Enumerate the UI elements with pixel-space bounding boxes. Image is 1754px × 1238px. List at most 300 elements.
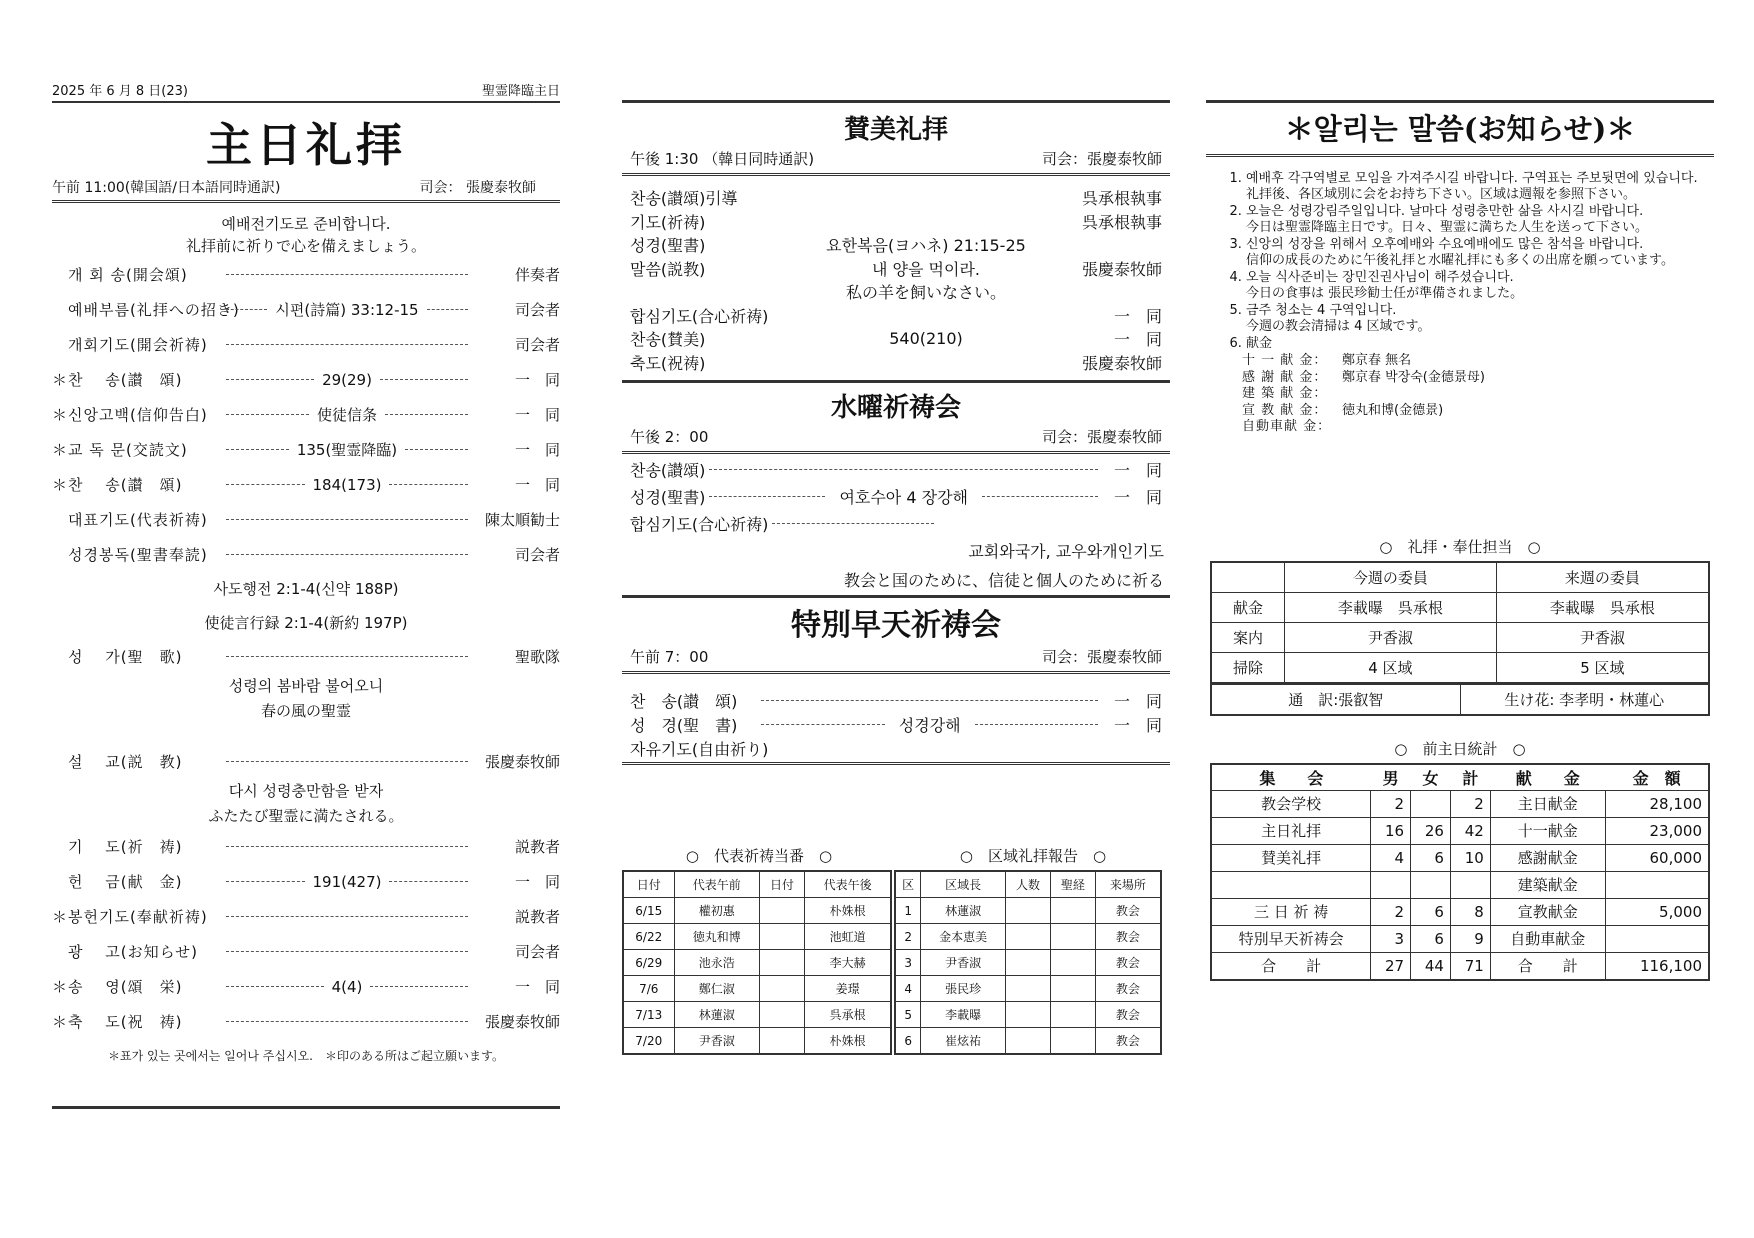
wednesday-time: 午後 2：00: [630, 428, 709, 446]
prayer_duty-header: 代表午後: [805, 871, 891, 898]
announcement-ko: 5. 금주 청소는 4 구역입니다.: [1246, 303, 1397, 318]
stats-table: [1210, 763, 1710, 981]
order-item-name: 대표기도(代表祈祷): [68, 511, 208, 529]
dash-line: [761, 724, 884, 725]
dash-line: [226, 656, 468, 657]
prayer_duty-cell: 6/29: [623, 950, 674, 976]
stats-cell: 建築献金: [1490, 871, 1605, 898]
duty-this: 4 区域: [1285, 652, 1497, 683]
prayer_duty-cell: 7/20: [623, 1028, 674, 1055]
stats-cell: [1211, 871, 1371, 898]
district-cell: [1006, 924, 1051, 950]
announcement-item: [1246, 204, 1714, 236]
wednesday-leader-line: [705, 469, 1102, 470]
order-item-leader: 司会者: [514, 336, 560, 354]
prayer_duty-cell: [759, 924, 804, 950]
stats-cell: 主日献金: [1490, 790, 1605, 817]
district-cell: 2: [895, 924, 921, 950]
stats-cell: 5,000: [1605, 898, 1709, 925]
announcement-ko: 3. 신앙의 성장을 위해서 오후예배와 수요예배에도 많은 참석을 바랍니다.: [1246, 237, 1644, 252]
flowers: 生け花: 李孝明・林蓮心: [1460, 684, 1709, 715]
dawn-item-name: 자유기도(自由祈り): [630, 739, 769, 759]
district-cell: 崔炫祐: [921, 1028, 1006, 1055]
order-item-leader: 聖歌隊: [514, 648, 560, 666]
duty-row: [1211, 592, 1709, 622]
stats-cell: 教会学校: [1211, 790, 1371, 817]
order-row: [52, 969, 560, 1004]
order-row: [52, 639, 560, 674]
district-cell: 教会: [1095, 950, 1161, 976]
prayer_duty-cell: 朴姝根: [805, 898, 891, 924]
dawn-list: [622, 674, 1170, 760]
order-row: [52, 397, 560, 432]
order-row: [52, 292, 560, 327]
praise-item-name: 합심기도(合心祈祷): [630, 306, 769, 326]
wednesday-item-detail: 여호수아 4 장강해: [839, 488, 968, 507]
order-item-detail: 191(427): [312, 872, 382, 891]
district-cell: 教会: [1095, 898, 1161, 924]
choir-row: [52, 639, 560, 674]
praise-row: [622, 351, 1170, 375]
dawn-time: 午前 7：00: [630, 648, 709, 666]
dawn-item-leader: 一 同: [1113, 691, 1162, 711]
dash-line: [709, 496, 825, 497]
order-leader-line: [226, 554, 468, 555]
stats-cell: 28,100: [1605, 790, 1709, 817]
stats-cell: 3: [1371, 925, 1411, 952]
offering-row: [1206, 386, 1714, 403]
wednesday-row: [622, 483, 1170, 510]
stand-mark: ＊: [52, 978, 68, 996]
district-row: [895, 950, 1161, 976]
dash-line: [226, 916, 468, 917]
dawn-item-name: 찬 송(讃 頌): [630, 691, 738, 711]
stats-cell: [1450, 871, 1490, 898]
dash-line: [226, 379, 314, 380]
offering-row: [1206, 419, 1714, 436]
offering-label: 十 一 献 金：: [1242, 353, 1328, 368]
order-row: [52, 899, 560, 934]
order-leader-line: [226, 656, 468, 657]
order-list-2: [52, 829, 560, 1039]
stats-row: [1211, 844, 1709, 871]
offering-row: [1206, 353, 1714, 370]
stats-cell: 16: [1371, 817, 1411, 844]
order-item-leader: 張慶泰牧師: [484, 753, 560, 771]
service-duty-title: ○ 礼拝・奉仕担当 ○: [1379, 537, 1541, 556]
stats-header: 金 額: [1632, 768, 1681, 788]
prayer_duty-cell: 6/22: [623, 924, 674, 950]
dash-line: [226, 1021, 468, 1022]
order-item-leader: 説教者: [514, 908, 560, 926]
tables-titles: [622, 845, 1170, 866]
announcement-ko: 6. 献金: [1246, 336, 1273, 351]
prayer_duty-cell: 尹香淑: [674, 1028, 759, 1055]
prayer_duty-cell: [759, 1028, 804, 1055]
offering-row: [1206, 403, 1714, 420]
wednesday-list: [622, 454, 1170, 537]
dawn-row: [622, 736, 1170, 760]
dash-line: [982, 496, 1098, 497]
stats-cell: 6: [1411, 925, 1451, 952]
sermon-ko: 다시 성령충만함을 받자: [228, 782, 384, 800]
stats-row: [1211, 952, 1709, 980]
order-item-leader: 司会者: [514, 301, 560, 319]
wednesday-item-name: 성경(聖書): [630, 488, 706, 507]
praise-item-detail: 私の羊を飼いなさい。: [845, 283, 1006, 303]
sunday-host: 司会： 張慶泰牧師: [419, 180, 536, 196]
duty-this: 尹香淑: [1285, 622, 1497, 652]
order-leader-line: [226, 519, 468, 520]
stats-cell: 44: [1411, 952, 1451, 980]
announcement-item: [1246, 303, 1714, 335]
dawn-row: [622, 688, 1170, 712]
order-item-detail: 135(聖霊降臨): [296, 441, 398, 459]
district-cell: 6: [895, 1028, 921, 1055]
order-leader-line: [226, 761, 468, 762]
order-item-leader: 伴奏者: [514, 266, 560, 284]
district-title: ○ 区域礼拝報告 ○: [959, 847, 1107, 865]
praise-row: [622, 186, 1170, 210]
prayer_duty-cell: 呉承根: [805, 1002, 891, 1028]
order-item-leader: 一 同: [514, 476, 560, 494]
order-leader-line: [226, 371, 468, 389]
praise-item-name: 축도(祝祷): [630, 353, 706, 373]
offering-list: [1206, 353, 1714, 436]
prayer_duty-cell: 鄭仁淑: [674, 976, 759, 1002]
wednesday-item-name: 찬송(讃頌): [630, 461, 706, 480]
afternoon-column: [622, 100, 1170, 1055]
order-item-name: 찬 송(讃 頌): [68, 476, 183, 494]
dash-line: [226, 519, 468, 520]
district-cell: 3: [895, 950, 921, 976]
stats-cell: 26: [1411, 817, 1451, 844]
order-row: [52, 257, 560, 292]
district-cell: [1050, 1002, 1095, 1028]
dash-line: [772, 523, 934, 524]
prayer_duty-cell: 徳丸和博: [674, 924, 759, 950]
duty-row: [1211, 652, 1709, 683]
prayer_duty-header: 日付: [623, 871, 674, 898]
stats-cell: 十一献金: [1490, 817, 1605, 844]
prayer_duty-cell: 權初惠: [674, 898, 759, 924]
order-leader-line: [226, 439, 468, 460]
district-cell: 教会: [1095, 1028, 1161, 1055]
stats-cell: 9: [1450, 925, 1490, 952]
order-leader-line: [226, 274, 468, 275]
order-item-leader: 説教者: [514, 838, 560, 856]
wednesday-host: 司会：張慶泰牧師: [1041, 428, 1162, 446]
duty-row: [1211, 622, 1709, 652]
district-cell: 教会: [1095, 1002, 1161, 1028]
stats-cell: 60,000: [1605, 844, 1709, 871]
prayer_duty-header: 代表午前: [674, 871, 759, 898]
district-cell: 1: [895, 898, 921, 924]
praise-item-name: 말씀(説教): [630, 259, 706, 279]
wednesday-subbar: [622, 424, 1170, 454]
stats-cell: 2: [1371, 898, 1411, 925]
dawn-endline: [622, 762, 1170, 765]
order-leader-line: [226, 873, 468, 891]
stats-header: 献 金: [1515, 768, 1580, 788]
district-cell: 尹香淑: [921, 950, 1006, 976]
duty-label: 掃除: [1211, 652, 1285, 683]
sunday-title: 主日礼拝: [206, 118, 406, 172]
district-cell: 張民珍: [921, 976, 1006, 1002]
dash-line: [405, 449, 468, 450]
stats-header: 女: [1422, 768, 1439, 788]
announcement-item: [1246, 270, 1714, 302]
announcement-ko: 2. 오늘은 성령강림주일입니다. 날마다 성령충만한 삶을 사시길 바랍니다.: [1246, 204, 1644, 219]
praise-item-name: 찬송(賛美): [630, 330, 706, 350]
prayer_duty-cell: [759, 1002, 804, 1028]
wednesday-item-leader: 一 同: [1113, 461, 1162, 480]
praise-item-detail: 내 양을 먹이라.: [872, 259, 980, 279]
stats-cell: 特別早天祈祷会: [1211, 925, 1371, 952]
order-item-leader: 一 同: [514, 371, 560, 389]
sunday-subbar: [52, 177, 560, 203]
stand-mark: ＊: [52, 441, 68, 459]
dash-line: [226, 449, 289, 450]
offering-names: 徳丸和博(金德景): [1342, 402, 1444, 418]
duty-this-header: 今週の委員: [1285, 562, 1497, 593]
district-header: 区: [895, 871, 921, 898]
district-cell: 金本恵美: [921, 924, 1006, 950]
praise-title: 賛美礼拝: [622, 100, 1170, 146]
announcement-item: [1246, 336, 1714, 352]
prayer_duty-cell: [759, 950, 804, 976]
order-row: [52, 934, 560, 969]
district-table: [894, 870, 1162, 1055]
stats-cell: 42: [1450, 817, 1490, 844]
sermon-row: [52, 744, 560, 779]
bulletin-date: 2025 年 6 月 8 日(23): [52, 84, 188, 99]
praise-item-name: 기도(祈祷): [630, 212, 706, 232]
service-duty-table: [1210, 561, 1710, 684]
district-row: [895, 1028, 1161, 1055]
offering-label: 宣 教 献 金：: [1242, 402, 1328, 418]
duty-label: 案内: [1211, 622, 1285, 652]
praise-subbar: [622, 146, 1170, 176]
dawn-leader-line: [757, 713, 1102, 736]
scripture-ko: 사도행전 2:1-4(신약 188P): [213, 580, 399, 598]
bottom-rule: [52, 1106, 560, 1109]
stats-cell: [1371, 871, 1411, 898]
order-leader-line: [226, 978, 468, 996]
stats-cell: 自動車献金: [1490, 925, 1605, 952]
wednesday-leader-line: [705, 485, 1102, 508]
interpreter: 通 訳:張叡智: [1211, 684, 1460, 715]
duty-label: 献金: [1211, 592, 1285, 622]
order-item-leader: 陳太順勧士: [484, 511, 560, 529]
district-row: [895, 976, 1161, 1002]
district-cell: 李載曝: [921, 1002, 1006, 1028]
order-item-leader: 司会者: [514, 943, 560, 961]
stats-header: 男: [1382, 768, 1399, 788]
order-item-leader: 司会者: [514, 546, 560, 564]
order-list-1: [52, 257, 560, 572]
district-cell: [1006, 1002, 1051, 1028]
stats-cell: 71: [1450, 952, 1490, 980]
stand-mark: ＊: [52, 908, 68, 926]
choir-ko: 성령의 봄바람 불어오니: [228, 677, 384, 695]
order-leader-line: [226, 1021, 468, 1022]
announcement-item: [1246, 171, 1714, 203]
praise-row: [622, 257, 1170, 281]
wednesday-leader-line: [768, 523, 938, 524]
district-cell: [1050, 976, 1095, 1002]
offering-label: 建 築 献 金：: [1242, 386, 1328, 401]
wednesday-topic-ja: 教会と国のために、信徒と個人のために祈る: [843, 571, 1164, 590]
praise-list: [622, 176, 1170, 380]
dash-line: [226, 274, 468, 275]
prayer_duty-row: [623, 976, 891, 1002]
stats-cell: 6: [1411, 898, 1451, 925]
duty-next: 5 区域: [1496, 652, 1709, 683]
order-item-detail: 4(4): [331, 977, 363, 996]
order-item-leader: 一 同: [514, 406, 560, 424]
order-item-name: 송 영(頌 栄): [68, 978, 183, 996]
offering-label: 感 謝 献 金：: [1242, 369, 1328, 385]
prayer_duty-cell: 6/15: [623, 898, 674, 924]
stats-cell: 主日礼拝: [1211, 817, 1371, 844]
scripture-ja: 使徒言行録 2:1-4(新約 197P): [204, 614, 408, 632]
wednesday-row: [622, 510, 1170, 537]
order-leader-line: [226, 344, 468, 345]
district-cell: [1050, 950, 1095, 976]
stats-row: [1211, 790, 1709, 817]
offering-names: 鄭京春 無名: [1342, 353, 1412, 368]
stand-mark: ＊: [52, 406, 68, 424]
praise-host: 司会：張慶泰牧師: [1041, 150, 1162, 168]
praise-item-leader: 呉承根執事: [1081, 212, 1162, 232]
dash-line: [226, 881, 305, 882]
announcement-ja: 信仰の成長のために午後礼拝と水曜礼拝にも多くの出席を願っています。: [1246, 253, 1674, 268]
order-leader-line: [226, 846, 468, 847]
announcement-ja: 今日の食事は 張民珍勧士任が準備されました。: [1246, 286, 1524, 301]
district-cell: 5: [895, 1002, 921, 1028]
order-item-name: 축 도(祝 祷): [68, 1013, 183, 1031]
order-item-name: 봉헌기도(奉献祈祷): [68, 908, 208, 926]
dash-line: [226, 309, 267, 310]
order-item-name: 찬 송(讃 頌): [68, 371, 183, 389]
offering-row: [1206, 370, 1714, 387]
order-item-detail: 184(173): [312, 475, 382, 494]
announcement-column: [1206, 100, 1714, 981]
district-cell: 教会: [1095, 976, 1161, 1002]
stats-cell: 合 計: [1490, 952, 1605, 980]
prayer_duty-cell: 朴姝根: [805, 1028, 891, 1055]
dash-line: [389, 484, 468, 485]
stats-cell: 三 日 祈 祷: [1211, 898, 1371, 925]
district-header: 来場所: [1095, 871, 1161, 898]
prayer_duty-row: [623, 1028, 891, 1055]
announcement-ja: 今日は聖霊降臨主日です。日々、聖霊に満ちた人生を送って下さい。: [1246, 220, 1648, 235]
order-leader-line: [226, 476, 468, 494]
prayer_duty-cell: [759, 898, 804, 924]
dash-line: [226, 554, 468, 555]
stats-cell: [1411, 871, 1451, 898]
district-row: [895, 898, 1161, 924]
stats-cell: 27: [1371, 952, 1411, 980]
bulletin-occasion: 聖霊降臨主日: [481, 84, 560, 99]
prayer_duty-cell: 李大赫: [805, 950, 891, 976]
order-item-name: 예배부름(礼拝への招き): [68, 301, 240, 319]
dash-line: [975, 724, 1098, 725]
dash-line: [385, 414, 468, 415]
prayer_duty-row: [623, 950, 891, 976]
announcement-ja: 礼拝後、各区域別に会をお持ち下さい。区域は週報を参照下さい。: [1246, 187, 1637, 202]
dawn-item-leader: 一 同: [1113, 715, 1162, 735]
announcement-list: [1206, 171, 1714, 352]
district-header: 聖経: [1050, 871, 1095, 898]
stats-cell: 10: [1450, 844, 1490, 871]
stats-cell: 4: [1371, 844, 1411, 871]
stats-cell: 8: [1450, 898, 1490, 925]
dash-line: [226, 951, 468, 952]
order-row: [52, 327, 560, 362]
date-bar: [52, 80, 560, 103]
order-item-name: 개 회 송(開会頌): [68, 266, 188, 284]
prayer_duty-header: 日付: [759, 871, 804, 898]
stats-row: [1211, 925, 1709, 952]
order-leader-line: [226, 404, 468, 425]
order-item-leader: 一 同: [514, 441, 560, 459]
tables-pair: [622, 870, 1170, 1055]
praise-time: 午後 1:30 （韓日同時通訳): [630, 150, 815, 168]
stats-row: [1211, 898, 1709, 925]
praise-item-leader: 張慶泰牧師: [1081, 259, 1162, 279]
stats-cell: 宣教献金: [1490, 898, 1605, 925]
stats-title: ○ 前主日統計 ○: [1394, 739, 1526, 758]
praise-item-leader: 一 同: [1113, 330, 1162, 350]
stats-cell: 23,000: [1605, 817, 1709, 844]
prep-ko: 예배전기도로 준비합니다.: [221, 215, 391, 233]
praise-row: [622, 280, 1170, 304]
district-header: 区域長: [921, 871, 1006, 898]
sermon-ja: ふたたび聖霊に満たされる。: [208, 807, 404, 825]
duty-next-header: 来週の委員: [1496, 562, 1709, 593]
announcement-ko: 1. 예배후 각구역별로 모임을 가져주시길 바랍니다. 구역표는 주보뒷면에 있습니다.: [1246, 171, 1698, 186]
prayer_duty-row: [623, 1002, 891, 1028]
order-item-name: 개회기도(開会祈祷): [68, 336, 208, 354]
district-cell: 4: [895, 976, 921, 1002]
stats-header: 計: [1462, 768, 1479, 788]
announcement-title: ＊알리는 말씀(お知らせ)＊: [1206, 100, 1714, 157]
wednesday-item-name: 합심기도(合心祈祷): [630, 515, 769, 534]
announcement-ko: 4. 오늘 식사준비는 장민진권사님이 해주셨습니다.: [1246, 270, 1514, 285]
district-cell: [1050, 898, 1095, 924]
dash-line: [226, 761, 468, 762]
prayer_duty-cell: 林蓮淑: [674, 1002, 759, 1028]
order-item-name: 광 고(お知らせ): [68, 943, 199, 961]
stats-cell: [1605, 871, 1709, 898]
dash-line: [709, 469, 1098, 470]
wednesday-topic-ko: 교회와국가, 교우와개인기도: [968, 542, 1164, 561]
order-row: [52, 744, 560, 779]
order-item-name: 교 독 문(交読文): [68, 441, 188, 459]
order-leader-line: [226, 951, 468, 952]
praise-row: [622, 327, 1170, 351]
service-duty-footer: [1210, 684, 1710, 716]
praise-item-name: 찬송(讃頌)引導: [630, 189, 738, 209]
dash-line: [370, 986, 468, 987]
dawn-host: 司会：張慶泰牧師: [1041, 648, 1162, 666]
order-row: [52, 502, 560, 537]
praise-row: [622, 233, 1170, 257]
dawn-item-name: 성 경(聖 書): [630, 715, 738, 735]
order-item-leader: 張慶泰牧師: [484, 1013, 560, 1031]
